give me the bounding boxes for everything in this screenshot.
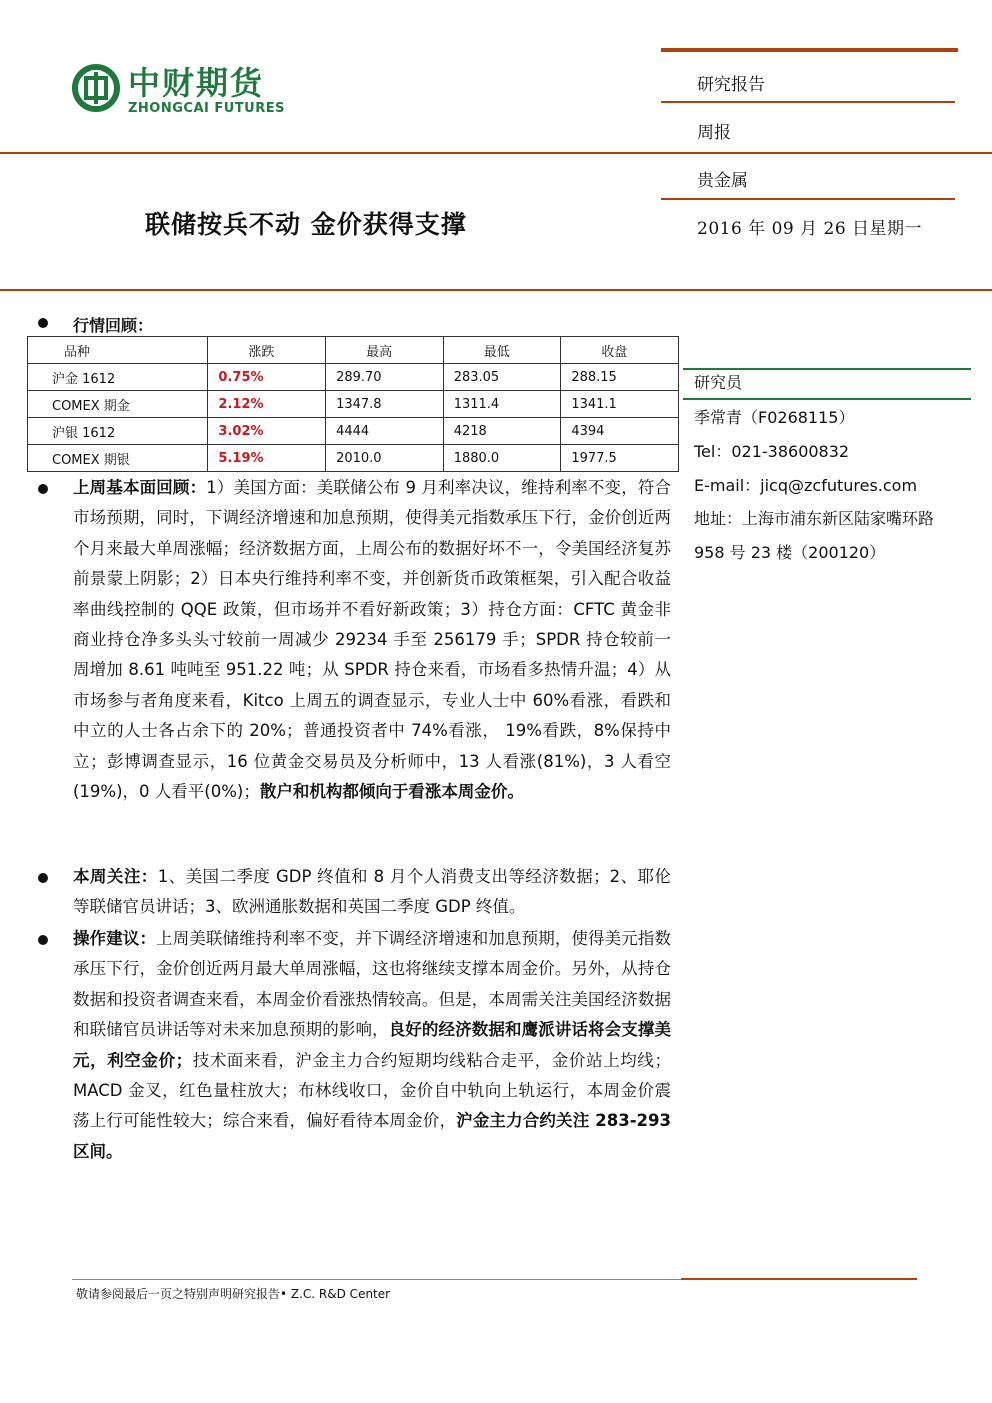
cell-low: 1880.0 [443,445,561,472]
report-frequency-label: 周报 [697,123,731,143]
cell-high: 4444 [326,418,444,445]
fundamental-conclusion: 散户和机构都倾向于看涨本周金价。 [259,782,524,802]
market-review-heading: 行情回顾： [73,316,154,335]
table-row [28,391,679,418]
logo-english: ZHONGCAI FUTURES [128,101,285,116]
bullet-focus [38,873,48,883]
analyst-label: 研究员 [694,373,743,392]
col-header: 最低 [443,337,561,364]
cell-change: 0.75% [208,364,326,391]
header-bottom-rule [0,289,992,291]
cell-low: 4218 [443,418,561,445]
focus-heading: 本周关注： [73,867,158,886]
report-date: 2016 年 09 月 26 日星期一 [697,219,923,239]
advice-paragraph [73,924,671,1167]
footer-rule-left [72,1279,681,1280]
advice-bold-2: 沪金主力合约关注 283-293 区间。 [73,1111,671,1161]
header-divider-3 [661,198,955,200]
advice-bold-1: 良好的经济数据和鹰派讲话将会支撑美元，利空金价； [73,1020,672,1070]
cell-close: 288.15 [561,364,679,391]
zhongcai-logo-icon [72,64,120,112]
table-row [28,418,679,445]
col-header: 涨跌 [208,337,326,364]
table-row [28,445,679,472]
col-header: 品种 [28,337,208,364]
cell-close: 1341.1 [561,391,679,418]
bullet-advice [38,935,48,945]
cell-high: 289.70 [326,364,444,391]
cell-product: COMEX 期金 [28,391,208,418]
header-divider-1 [661,101,955,103]
fundamental-text: 1）美国方面：美联储公布 9 月利率决议，维持利率不变，符合市场预期，同时，下调经济增速和加息预期，使得美元指数承压下行，金价创近两个月来最大单周涨幅；经济数据方面，上周公布的数据好坏不一，令美国经济复苏前景蒙上阴影；2）日本央行维持利率不变，并创新货币政策框架，引入配合收益率曲线控制的 QQE 政策，但市场并不看好新政策；3）持仓方面：CFTC 黄金非商业持仓净多头头寸较前一周减少 29234 手至 256179 手；SPDR 持仓较前一周增加 8.61 吨吨至 951.22 吨；从 SPDR 持仓来看，市场看多热情升温；4）从市场参与者角度来看，Kitco 上周五的调查显示，专业人士中 60%看涨，看跌和中立的人士各占余下的 20%；普通投资者中 74%看涨， 19%看跌，8%保持中立；彭博调查显示，16 位黄金交易员及分析师中，13 人看涨(81%)，3 人看空(19%)，0 人看平(0%)； [73,478,671,802]
col-header: 最高 [326,337,444,364]
cell-low: 1311.4 [443,391,561,418]
focus-text: 1、美国二季度 GDP 终值和 8 月个人消费支出等经济数据；2、耶伦等联储官员讲话；3、欧洲通胀数据和英国二季度 GDP 终值。 [73,867,671,917]
cell-change: 5.19% [208,445,326,472]
header-full-rule [0,152,992,154]
cell-high: 2010.0 [326,445,444,472]
fundamental-heading: 上周基本面回顾： [73,478,207,497]
logo-chinese: 中财期货 [128,64,265,102]
cell-product: 沪金 1612 [28,364,208,391]
bullet-market [38,318,48,328]
analyst-tel: Tel：021-38600832 [694,442,850,461]
cell-close: 1977.5 [561,445,679,472]
advice-heading: 操作建议： [73,929,157,948]
table-header-row [28,337,679,364]
top-rule-right [661,48,958,52]
analyst-name: 季常青（F0268115） [694,408,855,427]
logo [72,64,120,116]
analyst-email[interactable]: E-mail：jicq@zcfutures.com [694,476,918,495]
fundamental-review-paragraph [73,473,671,807]
market-table [27,336,679,472]
report-type-label: 研究报告 [697,75,765,95]
cell-change: 2.12% [208,391,326,418]
advice-text-2: 技术面来看，沪金主力合约短期均线粘合走平，金价站上均线；MACD 金叉，红色量柱放大；布林线收口，金价自中轨向上轨运行，本周金价震荡上行可能性较大；综合来看，偏好看待本周金价， [73,1050,672,1131]
focus-paragraph [73,862,671,923]
report-category-label: 贵金属 [697,171,748,191]
logo-wordmark [128,66,285,116]
report-title: 联储按兵不动 金价获得支撑 [145,210,467,239]
cell-close: 4394 [561,418,679,445]
cell-product: 沪银 1612 [28,418,208,445]
col-header: 收盘 [561,337,679,364]
cell-low: 283.05 [443,364,561,391]
analyst-address: 地址：上海市浦东新区陆家嘴环路 958 号 23 楼（200120） [694,509,935,562]
cell-change: 3.02% [208,418,326,445]
bullet-fundamental [38,484,48,494]
cell-product: COMEX 期银 [28,445,208,472]
footer-rule-right [681,1278,917,1280]
advice-text-1: 上周美联储维持利率不变，并下调经济增速和加息预期，使得美元指数承压下行，金价创近两月最大单周涨幅，这也将继续支撑本周金价。另外，从持仓数据和投资者调查来看，本周金价看涨热情较高。但是，本周需关注美国经济数据和联储官员讲话等对未来加息预期的影响， [73,929,672,1040]
table-row [28,364,679,391]
footer-text: 敬请参阅最后一页之特别声明研究报告• Z.C. R&D Center [76,1287,391,1301]
cell-high: 1347.8 [326,391,444,418]
